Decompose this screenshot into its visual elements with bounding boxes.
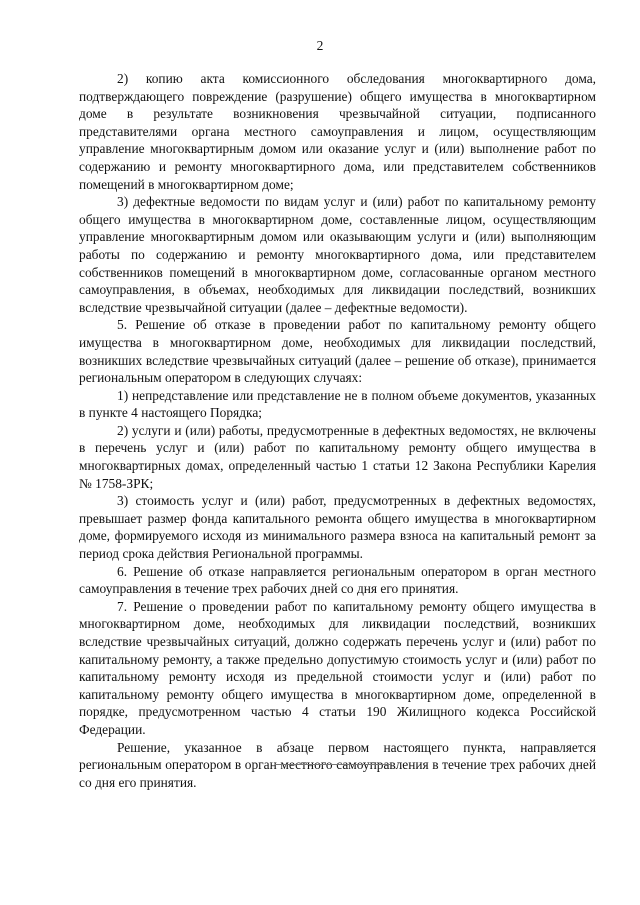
paragraph-decision-sending: Решение, указанное в абзаце первом настоящего пункта, направляется региональным оператором в орган местного самоуправления в течение трех рабочих дней со дня его принятия.: [79, 739, 596, 790]
paragraph-refusal-reason-3: 3) стоимость услуг и (или) работ, предусмотренных в дефектных ведомостях, превышает размер фонда капитального ремонта общего имущества в многоквартирном доме, формируемого исходя из минимального размера взноса на капитальный ремонт за период срока действия Региональной программы.: [79, 493, 596, 562]
end-divider-line: [275, 764, 392, 765]
paragraph-refusal-reason-1: 1) непредставление или представление не в полном объеме документов, указанных в пункте 4 настоящего Порядка;: [79, 387, 596, 421]
paragraph-clause-7: 7. Решение о проведении работ по капитальному ремонту общего имущества в многоквартирном доме, необходимых для ликвидации последствий, возникших вследствие чрезвычайных ситуаций, должно содержать перечень услуг и (или) работ по капитальному ремонту, а также предельно допустимую стоимость услуг и (или) работ по капитальному ремонту исходя из предельной стоимости услуг и (или) работ по капитальному ремонту общего имущества в многоквартирном доме, определенной в порядке, предусмотренном частью 4 статьи 190 Жилищного кодекса Российской Федерации.: [79, 598, 596, 737]
paragraph-item-2-act-copy: 2) копию акта комиссионного обследования многоквартирного дома, подтверждающего повреждение (разрушение) общего имущества в многоквартирном доме в результате возникновения чрезвычайной ситуации, подписанного представителями органа местного самоуправления и лицом, осуществляющим управление многоквартирным домом или оказание услуг и (или) выполнение работ по содержанию и ремонту многоквартирного дома, или представителем собственников помещений в многоквартирном доме;: [79, 71, 596, 192]
paragraph-clause-6: 6. Решение об отказе направляется региональным оператором в орган местного самоуправления в течение трех рабочих дней со дня его принятия.: [79, 563, 596, 597]
page-number: 2: [316, 38, 324, 53]
paragraph-clause-5-refusal: 5. Решение об отказе в проведении работ по капитальному ремонту общего имущества в многоквартирном доме, необходимых для ликвидации последствий, возникших вследствие чрезвычайных ситуаций (далее – решение об отказе), принимается региональным оператором в следующих случаях:: [79, 317, 596, 386]
paragraph-item-3-defect-statements: 3) дефектные ведомости по видам услуг и (или) работ по капитальному ремонту общего имущества в многоквартирном доме, составленные лицом, осуществляющим управление многоквартирным домом или оказывающим услуги и (или) выполняющим работы по содержанию и ремонту многоквартирного дома, или представителем собственников помещений в многоквартирном доме, согласованные органом местного самоуправления, в объемах, необходимых для ликвидации последствий, возникших вследствие чрезвычайной ситуации (далее – дефектные ведомости).: [79, 194, 596, 315]
paragraph-refusal-reason-2: 2) услуги и (или) работы, предусмотренные в дефектных ведомостях, не включены в перечень услуг и (или) работ по капитальному ремонту общего имущества в многоквартирных домах, определенный частью 1 статьи 12 Закона Республики Карелия № 1758-ЗРК;: [79, 422, 596, 491]
document-body: [79, 70, 596, 791]
